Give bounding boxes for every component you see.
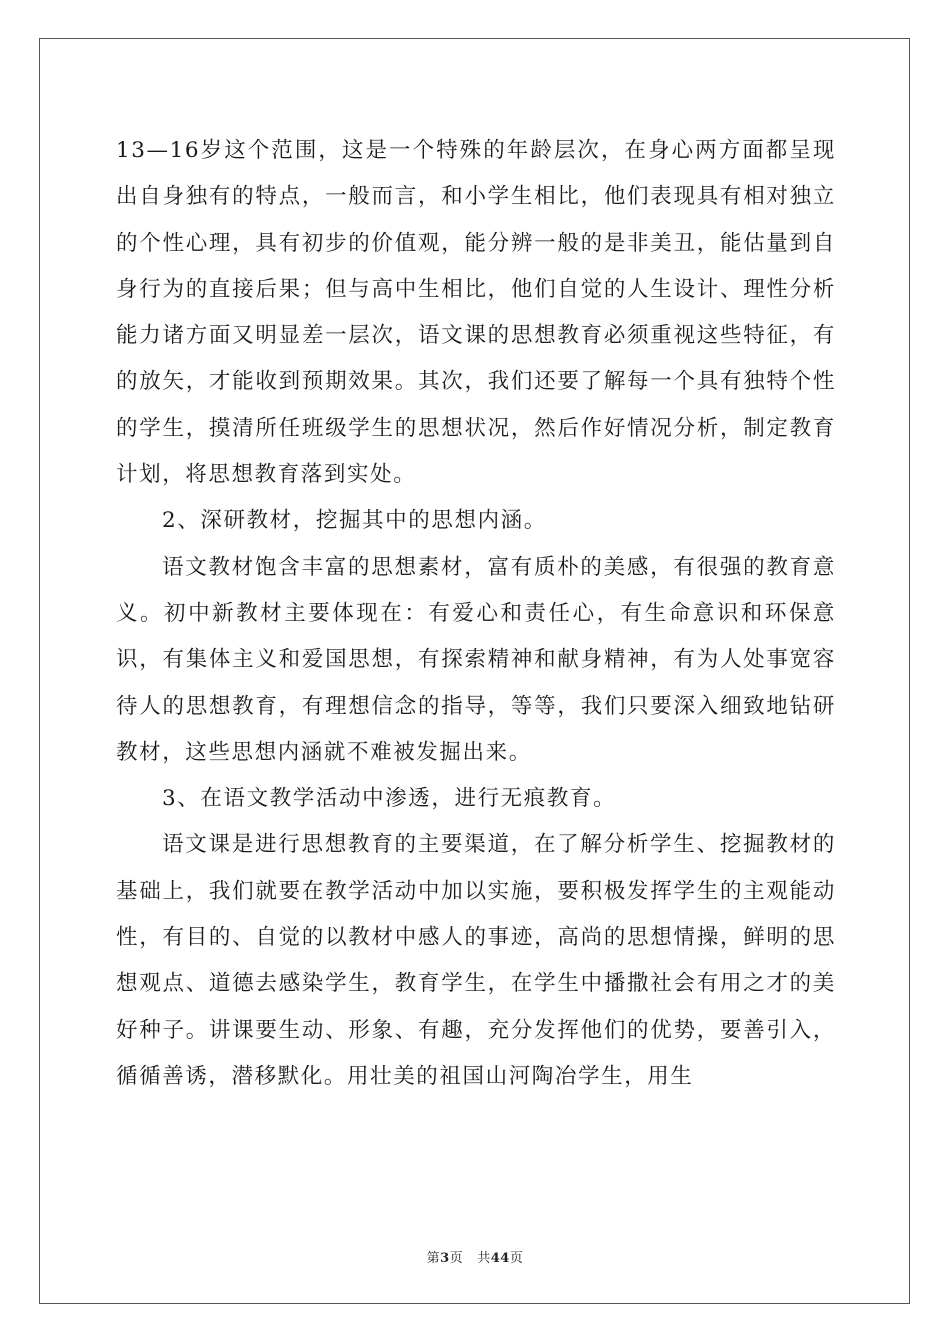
paragraph-teaching: 语文课是进行思想教育的主要渠道，在了解分析学生、挖掘教材的基础上，我们就要在教学活动中加以实施，要积极发挥学生的主观能动性，有目的、自觉的以教材中感人的事迹，高尚的思想情操，鲜明的思想观点、道德去感染学生，教育学生，在学生中播撒社会有用之才的美好种子。讲课要生动、形象、有趣，充分发挥他们的优势，要善引入，循循善诱，潜移默化。用壮美的祖国山河陶冶学生，用生 bbox=[116, 832, 836, 1089]
paragraph-textbook: 语文教材饱含丰富的思想素材，富有质朴的美感，有很强的教育意义。初中新教材主要体现在：有爱心和责任心，有生命意识和环保意识，有集体主义和爱国思想，有探索精神和献身精神，有为人处事宽容待人的思想教育，有理想信念的指导，等等，我们只要深入细致地钻研教材，这些思想内涵就不难被发掘出来。 bbox=[116, 554, 836, 765]
current-page-number: 3 bbox=[440, 1251, 450, 1266]
page-suffix: 页 bbox=[449, 1251, 464, 1266]
section-heading-2: 2、深研教材，挖掘其中的思想内涵。 bbox=[162, 508, 547, 534]
page-prefix: 第 bbox=[426, 1251, 441, 1266]
page-footer bbox=[0, 1247, 950, 1266]
document-body bbox=[116, 128, 836, 1100]
section-heading-3: 3、在语文教学活动中渗透，进行无痕教育。 bbox=[162, 786, 617, 812]
total-suffix: 页 bbox=[509, 1251, 524, 1266]
total-prefix: 共 bbox=[477, 1251, 491, 1266]
total-pages-number: 44 bbox=[490, 1251, 510, 1266]
paragraph-continuation: 13—16岁这个范围，这是一个特殊的年龄层次，在身心两方面都呈现出自身独有的特点，一般而言，和小学生相比，他们表现具有相对独立的个性心理，具有初步的价值观，能分辨一般的是非美丑，能估量到自身行为的直接后果；但与高中生相比，他们自觉的人生设计、理性分析能力诸方面又明显差一层次，语文课的思想教育必须重视这些特征，有的放矢，才能收到预期效果。其次，我们还要了解每一个具有独特个性的学生，摸清所任班级学生的思想状况，然后作好情况分析，制定教育计划，将思想教育落到实处。 bbox=[116, 138, 836, 488]
